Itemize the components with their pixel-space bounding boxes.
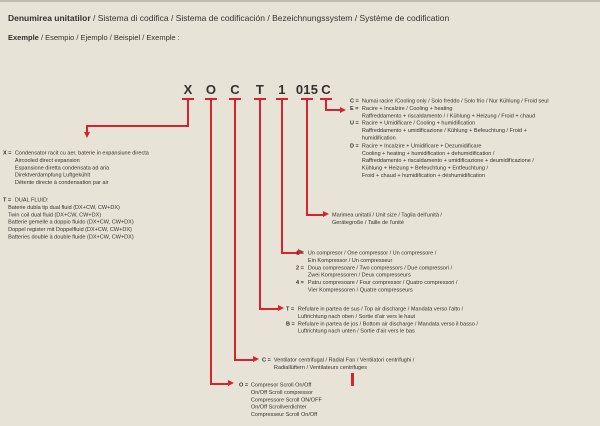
connector-o-stem — [210, 98, 212, 385]
definition-line — [239, 397, 322, 404]
arrowhead-right-icon — [278, 305, 284, 311]
title-rest: / Sistema di codifica / Sistema de codificación / Bezeichnungssystem / Système de codification — [90, 13, 450, 23]
definition-text: Espansione diretta condensata ad aria — [14, 164, 110, 171]
definition-line — [296, 250, 457, 257]
connector-015-elbow — [306, 214, 323, 216]
connector-x-stem — [187, 98, 189, 127]
code-char-c2: C — [321, 82, 331, 97]
example-label — [8, 33, 180, 42]
page-top-edge — [0, 0, 600, 2]
definition-text: Twin coil dual fluid (DX+CW, CW+DX) — [8, 211, 102, 218]
definition-text: Ein Kompressor / Un compresseur — [307, 256, 393, 263]
definition-line — [286, 328, 478, 335]
connector-fragment — [351, 373, 354, 386]
definition-line — [332, 219, 442, 226]
definition-key: C = — [262, 356, 271, 363]
connector-015-stem — [306, 98, 308, 216]
connector-o-elbow — [210, 383, 228, 385]
definition-line — [286, 306, 478, 313]
definition-line — [350, 98, 549, 105]
definition-text: Détente directe à condensation par air — [14, 179, 109, 186]
definition-key: T = — [285, 305, 294, 312]
code-char-o: O — [205, 82, 217, 97]
definition-line — [286, 313, 478, 320]
definition-text: Doua compresoare / Two compressors / Due compressori / — [307, 264, 453, 271]
legend-block-unit-size — [332, 212, 442, 227]
definition-text: Racire + Incalzire / Cooling + heating — [361, 104, 453, 111]
definition-line — [350, 142, 549, 149]
definition-key: B = — [285, 320, 295, 327]
title-bold: Denumirea unitatilor — [8, 13, 91, 23]
connector-c2-elbow — [325, 109, 340, 111]
definition-line — [239, 389, 322, 396]
definition-text: DUAL FLUID: — [14, 196, 49, 203]
definition-line — [262, 357, 414, 364]
example-bold: Exemple — [8, 33, 39, 42]
legend-block-fan-type — [262, 357, 414, 372]
definition-line — [3, 197, 134, 204]
definition-key: U = — [349, 119, 359, 126]
definition-line — [332, 212, 442, 219]
definition-text: Condensator racit cu aer, baterie in expansiune directa — [14, 149, 149, 156]
definition-line — [3, 164, 149, 171]
definition-line — [350, 127, 549, 134]
definition-line — [296, 257, 457, 264]
definition-text: Ventilator centrifugal / Radial Fan / Ventilatori centrifughi / — [273, 356, 415, 363]
definition-text: Refulare in partea de sus / Top air discharge / Mandata verso l'alto / — [297, 305, 463, 312]
code-char-c: C — [230, 82, 240, 97]
definition-text: Direktverdampfung Luftgekühlt — [14, 171, 91, 178]
example-rest: / Esempio / Ejemplo / Beispiel / Exemple : — [38, 33, 180, 42]
code-char-015: 015 — [295, 82, 319, 97]
legend-block-compressor-type — [239, 382, 322, 419]
legend-block-compressors — [296, 250, 457, 295]
definition-line — [350, 105, 549, 112]
definition-text: Doppel register mit Doppelfluid (DX+CW, CW+DX) — [8, 226, 132, 233]
connector-x-elbow — [87, 125, 189, 127]
definition-key: C = — [349, 97, 359, 104]
definition-line — [3, 226, 134, 233]
definition-line — [350, 135, 549, 142]
definition-key: 4 = — [296, 279, 304, 286]
connector-1-stem — [281, 98, 283, 254]
definition-text: Compresor Scroll On/Off — [250, 382, 312, 388]
definition-text: Kühlung + Heizung + Befeuchtung + Entfeuchtung / — [361, 164, 488, 171]
definition-text: Raffreddamento + riscaldamento + umidificazione + deumidificazione / — [361, 157, 534, 164]
arrowhead-right-icon — [340, 107, 346, 113]
legend-block-air-discharge — [286, 306, 478, 336]
definition-line — [296, 287, 457, 294]
code-char-t: T — [255, 82, 265, 97]
definition-text: Cooling + heating + humidification + dehumidification / — [361, 149, 494, 156]
definition-text: On/Off Scrollverdichter — [250, 404, 307, 411]
definition-line — [239, 404, 322, 411]
definition-text: Gerätegroße / Taille de l'unité — [332, 218, 404, 225]
definition-text: Zwei Kompressoren / Deux compresseurs — [307, 271, 411, 278]
definition-text: Racire + Incalzire + Umidificare + Dezumidificare — [361, 142, 481, 149]
definition-text: Froid + chaud + humidification + déshumidification — [361, 172, 485, 179]
definition-key: E = — [349, 104, 358, 111]
definition-line — [262, 364, 414, 371]
definition-text: Batteries double à double fluide (DX+CW, CW+DX) — [8, 233, 134, 240]
definition-text: Batterie gemelle a doppio fluido (DX+CW, CW+DX) — [8, 218, 134, 225]
definition-text: Numai racire /Cooling only / Solo freddo / Solo frio / Nur Kühlung / Froid seul — [361, 97, 549, 104]
connector-t-elbow — [259, 308, 278, 310]
definition-line — [3, 150, 149, 157]
definition-line — [3, 211, 134, 218]
connector-t-stem — [259, 98, 261, 310]
definition-text: On/Off Scroll compressor — [250, 389, 313, 396]
page-title — [8, 13, 449, 23]
definition-line — [3, 219, 134, 226]
definition-text: humidification — [361, 134, 396, 141]
definition-line — [3, 172, 149, 179]
definition-text: Compressore Scroll ON/OFF — [250, 396, 322, 403]
definition-key: X = — [3, 149, 12, 156]
definition-key: D = — [349, 142, 359, 149]
definition-line — [3, 157, 149, 164]
definition-line — [296, 272, 457, 279]
definition-key: O = — [239, 382, 249, 388]
definition-text: Aircooled direct expansion — [14, 156, 80, 163]
definition-text: Compresseur Scroll On/Off — [250, 411, 318, 418]
definition-text: Un compresor / One compressor / Un compressore / — [307, 249, 437, 256]
legend-block-cooling-mode — [350, 98, 549, 180]
legend-block-dual-fluid — [3, 197, 134, 242]
definition-line — [350, 120, 549, 127]
definition-text: Raffreddamento + riscaldamento / / Kühlung + Heizung / Froid + chaud — [361, 112, 535, 119]
definition-text: Baterie dubla tip dual fluid (DX+CW, CW+DX) — [8, 203, 120, 210]
definition-line — [296, 279, 457, 286]
definition-line — [296, 264, 457, 271]
definition-text: Refulare in partea de jos / Bottom air discharge / Mandata verso il basso / — [297, 320, 478, 327]
definition-key: 2 = — [296, 264, 304, 271]
definition-line — [350, 150, 549, 157]
code-char-x: X — [183, 82, 193, 97]
definition-text: Luftrichtung nach unten / Sortie d'air vers le bas — [297, 327, 415, 334]
definition-text: Raffreddamento + umidificazione / Kühlung + Befeuchtung / Froid + — [361, 127, 527, 134]
connector-c-elbow — [234, 359, 253, 361]
definition-line — [3, 179, 149, 186]
definition-key: 1 = — [296, 249, 304, 256]
definition-line — [350, 172, 549, 179]
definition-line — [3, 204, 134, 211]
definition-line — [286, 320, 478, 327]
definition-text: Luftrichtung nach oben / Sortie d'air vers le haut — [297, 312, 415, 319]
definition-line — [350, 157, 549, 164]
arrowhead-down-icon — [84, 132, 90, 138]
definition-line — [3, 234, 134, 241]
definition-text: Radiallüftern / Ventilateurs centrifuges — [273, 363, 367, 370]
definition-key: T = — [3, 196, 12, 203]
definition-line — [239, 382, 322, 389]
definition-line — [350, 165, 549, 172]
definition-text: Racire + Umidificare / Cooling + humidification — [361, 119, 475, 126]
definition-text: Patru compresoare / Four compressor / Quatro compressori / — [307, 279, 458, 286]
definition-text: Marimea unitatii / Unit size / Taglia dell'unità / — [332, 211, 442, 218]
code-char-1: 1 — [278, 82, 286, 97]
connector-c-stem — [234, 98, 236, 361]
definition-line — [350, 112, 549, 119]
definition-text: Vier Kompressoren / Quatre compresseurs — [307, 286, 413, 293]
legend-block-condenser — [3, 150, 149, 187]
arrowhead-right-icon — [323, 211, 329, 217]
arrowhead-right-icon — [228, 380, 234, 386]
arrowhead-right-icon — [253, 356, 259, 362]
definition-line — [239, 412, 322, 419]
